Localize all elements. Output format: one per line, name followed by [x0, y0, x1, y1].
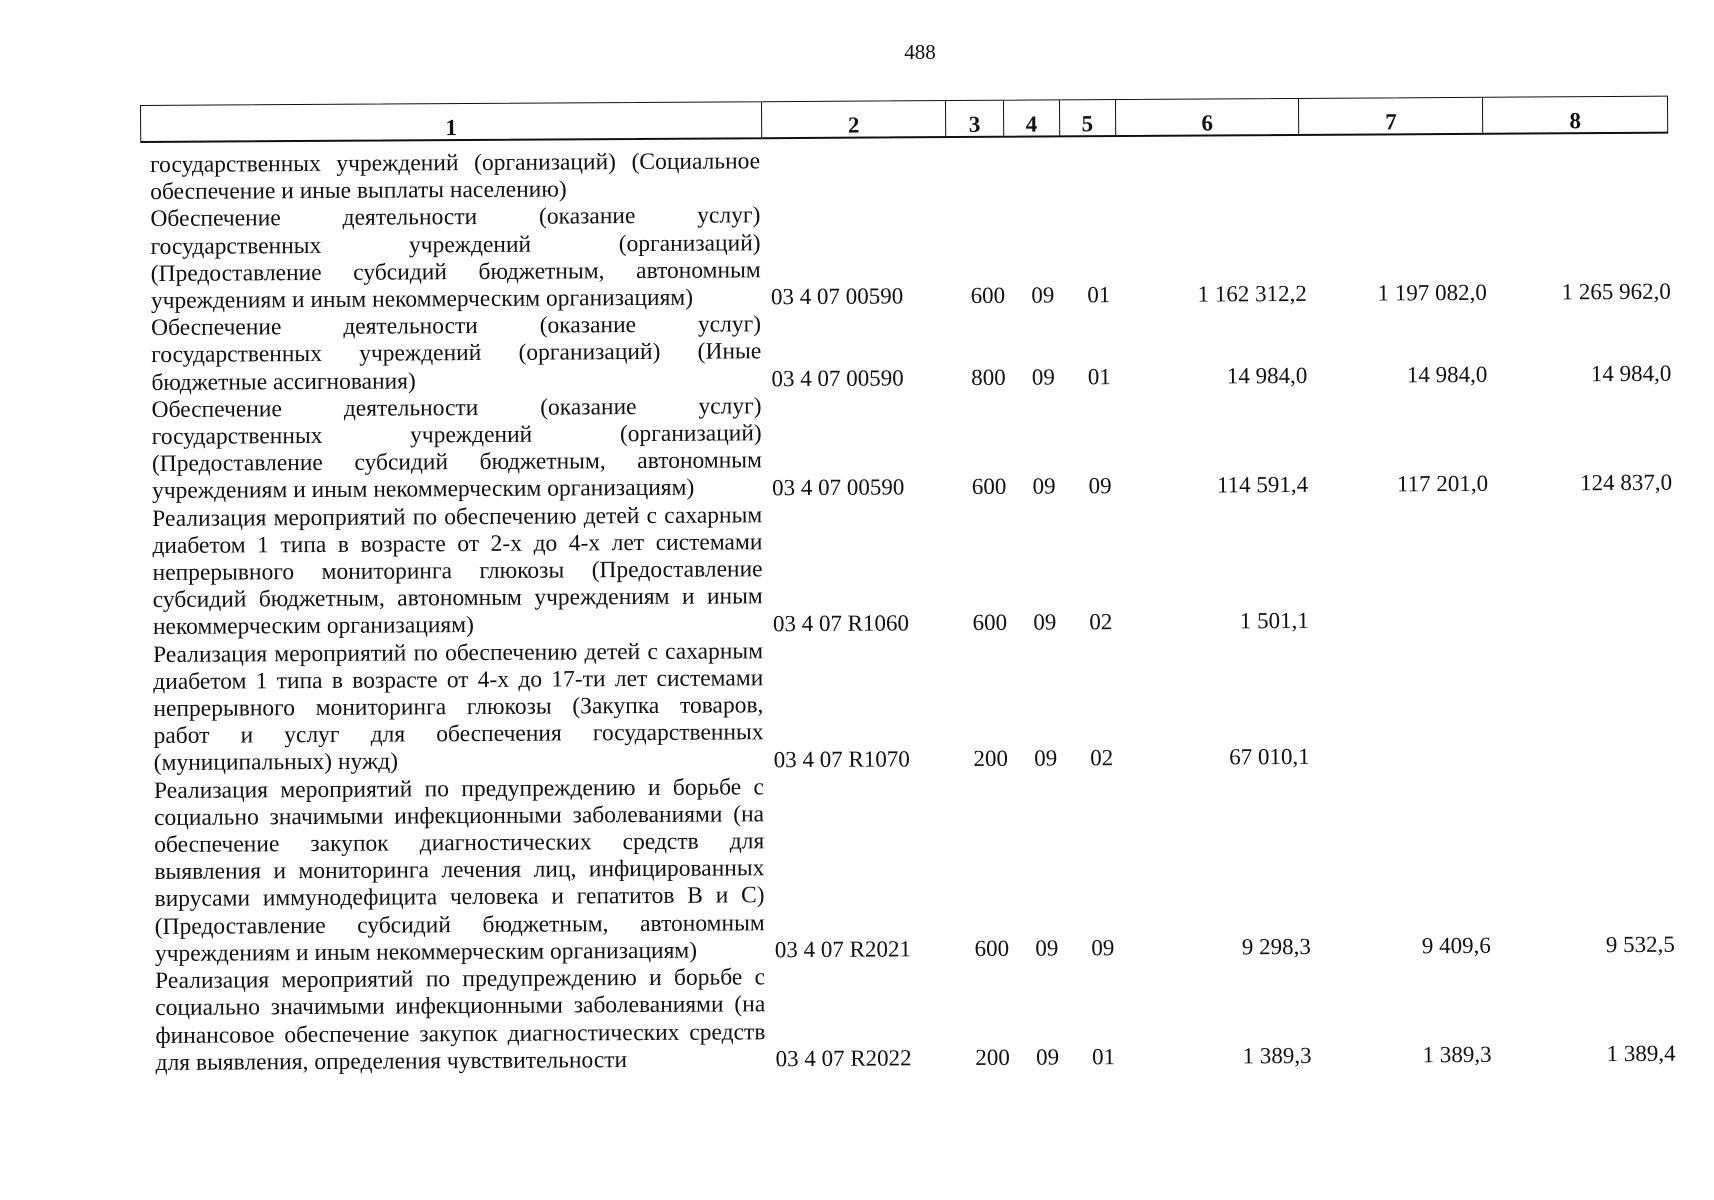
- row-col-4: 09: [1032, 473, 1056, 499]
- row-col-8: 124 837,0: [1579, 469, 1673, 495]
- row-code: 03 4 07 00590: [770, 283, 904, 310]
- row-col-4: 09: [1031, 282, 1055, 308]
- row-description: Реализация мероприятий по обеспечению детей с сахарным диабетом 1 типа в возрасте от 4-х до 17-ти лет системами непрерывного мониторинга глюкозы (Закупка товаров, работ и услуг для обеспечения государственных (муниципальных) нужд): [152, 637, 764, 777]
- table-header: [140, 96, 1668, 143]
- row-col-5: 02: [1090, 744, 1114, 770]
- row-col-3: 200: [973, 745, 1009, 771]
- row-col-7: 14 984,0: [1406, 361, 1488, 388]
- header-col-4: 4: [1004, 100, 1060, 135]
- row-col-6: 14 984,0: [1226, 362, 1308, 389]
- row-description: Обеспечение деятельности (оказание услуг) государственных учреждений (организаций) (Иные бюджетные ассигнования): [150, 311, 762, 396]
- row-col-7: 1 197 082,0: [1377, 280, 1487, 306]
- row-description: Реализация мероприятий по обеспечению детей с сахарным диабетом 1 типа в возрасте от 2-х до 4-х лет системами непрерывного мониторинга глюкозы (Предоставление субсидий бюджетным, автономным учреждениям и иным некоммерческим организациям): [152, 501, 763, 641]
- row-col-4: 09: [1031, 364, 1055, 390]
- row-col-4: 09: [1035, 1044, 1060, 1070]
- row-col-3: 600: [970, 282, 1006, 309]
- row-code: 03 4 07 R1070: [773, 746, 910, 772]
- table-row: [153, 632, 1684, 777]
- row-code: 03 4 07 R2022: [775, 1045, 912, 1072]
- row-col-4: 09: [1033, 609, 1057, 635]
- row-description: Обеспечение деятельности (оказание услуг) государственных учреждений (организаций) (Предоставление субсидий бюджетным, автономным учреждениям и иным некоммерческим организациям): [151, 393, 762, 505]
- row-col-5: 02: [1089, 608, 1113, 634]
- row-col-7: 1 389,3: [1422, 1041, 1492, 1068]
- row-col-8: 1 389,4: [1606, 1040, 1676, 1067]
- row-description: Реализация мероприятий по предупреждению и борьбе с социально значимыми инфекционными заболеваниями (на обеспечение закупок диагностических средств для выявления и мониторинга лечения лиц, инфицированных вирусами иммунодефицита человека и гепатитов B и C) (Предоставление субсидий бюджетным, автономным учреждениям и иным некоммерческим организациям): [153, 773, 765, 967]
- table-row: [155, 959, 1686, 1077]
- header-col-6: 6: [1116, 99, 1300, 135]
- row-col-3: 200: [975, 1044, 1010, 1070]
- table-row: [151, 387, 1682, 505]
- row-code: 03 4 07 00590: [771, 474, 905, 500]
- header-col-1: 1: [141, 102, 762, 141]
- row-col-3: 600: [974, 935, 1010, 962]
- row-code: 03 4 07 00590: [771, 365, 904, 392]
- row-col-3: 800: [971, 364, 1006, 390]
- row-col-5: 09: [1088, 472, 1112, 498]
- row-col-6: 67 010,1: [1229, 743, 1310, 770]
- table-body: [150, 143, 1686, 1077]
- header-col-5: 5: [1060, 100, 1116, 135]
- row-col-8: 1 265 962,0: [1561, 278, 1671, 305]
- row-col-5: 01: [1087, 363, 1111, 390]
- row-col-7: 9 409,6: [1421, 932, 1491, 959]
- row-col-4: 09: [1034, 745, 1058, 771]
- row-col-8: 14 984,0: [1590, 360, 1672, 387]
- header-col-7: 7: [1299, 98, 1483, 134]
- row-col-5: 01: [1091, 1044, 1116, 1070]
- row-description: Реализация мероприятий по предупреждению и борьбе с социально значимыми инфекционными заболеваниями (на финансовое обеспечение закупок диагностических средств для выявления, определения чувствительности: [154, 964, 766, 1076]
- header-col-8: 8: [1569, 107, 1582, 133]
- header-col-3: 3: [946, 101, 1004, 136]
- table-row: [150, 197, 1681, 315]
- row-col-3: 600: [971, 473, 1007, 499]
- table-row: [150, 143, 1680, 207]
- row-code: 03 4 07 R1060: [772, 610, 910, 636]
- table-row: [152, 496, 1683, 641]
- row-col-6: 9 298,3: [1241, 934, 1311, 960]
- row-col-4: 09: [1035, 935, 1059, 961]
- table-row: [151, 306, 1681, 397]
- row-code: 03 4 07 R2021: [774, 936, 912, 963]
- row-description: Обеспечение деятельности (оказание услуг) государственных учреждений (организаций) (Предоставление субсидий бюджетным, автономным учреждениям и иным некоммерческим организациям): [150, 202, 761, 315]
- row-col-5: 01: [1087, 282, 1111, 308]
- row-col-7: 117 201,0: [1396, 470, 1489, 497]
- row-col-6: 1 501,1: [1239, 607, 1309, 634]
- row-col-3: 600: [972, 609, 1008, 635]
- row-col-6: 1 162 312,2: [1197, 281, 1307, 307]
- page-number: 488: [904, 40, 936, 64]
- row-col-6: 114 591,4: [1216, 471, 1309, 498]
- row-col-8: 9 532,5: [1605, 931, 1675, 958]
- row-col-6: 1 389,3: [1242, 1042, 1312, 1069]
- table-row: [154, 768, 1685, 968]
- row-description: государственных учреждений (организаций) (Социальное обеспечение и иные выплаты населению): [150, 148, 761, 206]
- header-col-2: 2: [762, 101, 946, 137]
- row-col-5: 09: [1091, 935, 1115, 961]
